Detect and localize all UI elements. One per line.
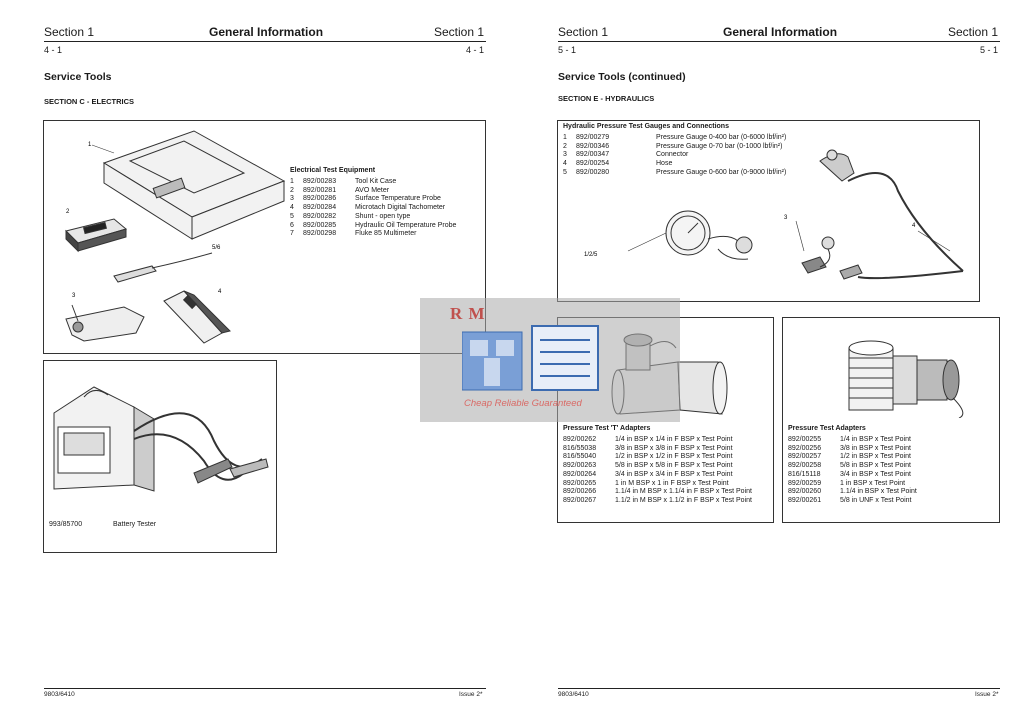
- cell-n: 6: [290, 221, 294, 229]
- page-number-right: 4 - 1: [466, 45, 485, 55]
- cell-part: 892/00267: [563, 497, 597, 504]
- header-rule: [44, 41, 486, 42]
- cell-part: 816/15118: [788, 470, 821, 478]
- temperature-probe-drawing: [66, 305, 144, 341]
- cell-n: 1: [563, 133, 567, 141]
- cell-n: 5: [290, 212, 294, 220]
- cell-n: 7: [290, 230, 294, 238]
- cell-n: 4: [290, 204, 294, 211]
- header-title: General Information: [209, 25, 324, 39]
- battery-tester-part: 993/85700: [49, 521, 83, 528]
- watermark: [420, 298, 680, 422]
- cell-desc: Shunt - open type: [355, 212, 411, 220]
- watermark-letters: R M: [450, 304, 486, 323]
- adapter-illustration: [783, 318, 999, 418]
- cell-n: 4: [563, 160, 567, 167]
- pressure-adapters-table: [788, 425, 996, 506]
- t-adapters-title: Pressure Test 'T' Adapters: [563, 425, 651, 432]
- footer-rule: [44, 688, 486, 689]
- pressure-adapters-title: Pressure Test Adapters: [788, 425, 866, 432]
- cell-n: 1: [290, 177, 294, 185]
- cell-desc: 3/8 in BSP x Test Point: [840, 444, 911, 452]
- section-subheading: SECTION E - HYDRAULICS: [558, 94, 655, 103]
- table-row: [788, 488, 996, 497]
- callout-3: 3: [72, 293, 76, 299]
- cell-desc: AVO Meter: [355, 186, 390, 194]
- cell-desc: 1/4 in BSP x 1/4 in F BSP x Test Point: [615, 435, 733, 443]
- t-adapters-table: [563, 425, 771, 506]
- page-number-left: 4 - 1: [44, 45, 63, 55]
- table-row: [788, 445, 996, 454]
- battery-tester-panel: [43, 360, 277, 553]
- table-row: [563, 488, 771, 497]
- callout-4: 4: [912, 223, 916, 229]
- cell-part: 892/00261: [788, 497, 822, 504]
- cell-desc: Microtach Digital Tachometer: [355, 204, 446, 211]
- cell-desc: 1.1/2 in M BSP x 1.1/2 in F BSP x Test Point: [615, 497, 752, 504]
- watermark-tagline: Cheap Reliable Guaranteed: [464, 398, 582, 409]
- footer-doc-number: 9803/6410: [558, 691, 589, 698]
- cell-desc: 5/8 in BSP x Test Point: [840, 462, 911, 469]
- cell-part: 892/00298: [303, 230, 337, 238]
- battery-tester-illustration: [44, 361, 276, 511]
- table-row: [788, 471, 996, 480]
- cell-desc: 3/8 in BSP x 3/8 in F BSP x Test Point: [615, 444, 733, 452]
- shunt-drawing: [114, 253, 212, 282]
- cell-part: 892/00254: [576, 160, 610, 167]
- tool-kit-case-drawing: [104, 131, 284, 239]
- cell-part: 816/55038: [563, 444, 597, 452]
- table-row: [563, 453, 771, 462]
- cell-desc: 5/8 in BSP x 5/8 in F BSP x Test Point: [615, 462, 733, 469]
- cell-n: 3: [563, 151, 567, 159]
- table-row: [788, 497, 996, 506]
- table-row: [563, 436, 771, 445]
- cell-part: 892/00265: [563, 479, 597, 487]
- cell-part: 892/00257: [788, 453, 822, 461]
- cell-part: 892/00279: [576, 133, 610, 141]
- cell-desc: 1.1/4 in M BSP x 1.1/4 in F BSP x Test Point: [615, 488, 752, 496]
- cell-part: 892/00282: [303, 212, 337, 220]
- table-row: [563, 480, 771, 489]
- cell-part: 892/00281: [303, 186, 337, 194]
- cell-desc: 5/8 in UNF x Test Point: [840, 497, 912, 504]
- cell-part: 892/00255: [788, 435, 822, 443]
- table-row: [290, 178, 480, 187]
- table-row: [788, 480, 996, 489]
- cell-desc: Fluke 85 Multimeter: [355, 230, 417, 238]
- header-section-right: Section 1: [434, 25, 485, 39]
- table-row: [290, 204, 480, 213]
- pressure-gauges-illustration: [558, 121, 979, 301]
- cell-desc: 1 in M BSP x 1 in F BSP x Test Point: [615, 479, 729, 487]
- cell-desc: Pressure Gauge 0-70 bar (0-1000 lbf/in²): [656, 142, 783, 150]
- footer-issue: Issue 2*: [459, 691, 483, 698]
- cell-desc: 1 in BSP x Test Point: [840, 479, 906, 487]
- cell-part: 892/00263: [563, 462, 597, 469]
- footer-doc-number: 9803/6410: [44, 691, 75, 698]
- cell-desc: 3/4 in BSP x 3/4 in F BSP x Test Point: [615, 470, 733, 478]
- table-row: [290, 222, 480, 231]
- battery-tester-desc: Battery Tester: [113, 521, 157, 528]
- cell-desc: 1/2 in BSP x Test Point: [840, 453, 911, 461]
- cell-n: 2: [563, 142, 567, 150]
- electrical-equipment-table: [290, 167, 480, 239]
- page-number-left: 5 - 1: [558, 45, 577, 55]
- callout-3: 3: [784, 215, 788, 221]
- gauges-table-title: Hydraulic Pressure Test Gauges and Connections: [563, 123, 729, 130]
- callout-1-2-5: 1/2/5: [584, 252, 598, 258]
- table-row: [290, 195, 480, 204]
- table-row: [290, 230, 480, 239]
- pressure-adapters-panel: [782, 317, 1000, 523]
- cell-desc: Tool Kit Case: [355, 177, 397, 185]
- cell-desc: Surface Temperature Probe: [355, 195, 441, 203]
- callout-1: 1: [88, 142, 92, 148]
- header-section-right: Section 1: [948, 25, 999, 39]
- table-row: [563, 497, 771, 506]
- cell-desc: 1.1/4 in BSP x Test Point: [840, 488, 917, 496]
- page-number-right: 5 - 1: [980, 45, 999, 55]
- table-row: [290, 187, 480, 196]
- section-subheading: SECTION C - ELECTRICS: [44, 97, 135, 106]
- cell-part: 892/00346: [576, 142, 610, 150]
- cell-part: 816/55040: [563, 453, 597, 461]
- page-heading: Service Tools: [44, 71, 112, 83]
- footer-rule: [558, 688, 1000, 689]
- table-row: [563, 445, 771, 454]
- pressure-gauges-panel: [557, 120, 980, 302]
- cell-part: 892/00262: [563, 435, 597, 443]
- cell-part: 892/00264: [563, 470, 597, 478]
- cell-desc: Pressure Gauge 0-400 bar (0-6000 lbf/in²): [656, 133, 787, 141]
- table-row: [290, 213, 480, 222]
- table-row: [563, 471, 771, 480]
- cell-part: 892/00280: [576, 168, 610, 176]
- header-title: General Information: [723, 25, 838, 39]
- cell-desc: 1/2 in BSP x 1/2 in F BSP x Test Point: [615, 453, 733, 461]
- cell-n: 5: [563, 168, 567, 176]
- cell-part: 892/00283: [303, 177, 337, 185]
- callout-2: 2: [66, 209, 70, 215]
- cell-part: 892/00260: [788, 488, 822, 496]
- avo-meter-drawing: [66, 219, 126, 251]
- table-row: [563, 462, 771, 471]
- table-row: [788, 462, 996, 471]
- cell-desc: 3/4 in BSP x Test Point: [840, 470, 911, 478]
- cell-desc: 1/4 in BSP x Test Point: [840, 435, 911, 443]
- watermark-logo: [462, 322, 612, 394]
- cell-n: 2: [290, 186, 294, 194]
- microtach-drawing: [164, 291, 230, 343]
- header-section-left: Section 1: [558, 25, 609, 39]
- electrical-table-title: Electrical Test Equipment: [290, 167, 376, 174]
- cell-part: 892/00258: [788, 462, 822, 469]
- battery-tester-label: [49, 521, 156, 530]
- page-heading: Service Tools (continued): [558, 71, 686, 83]
- cell-part: 892/00286: [303, 195, 337, 203]
- table-row: [788, 436, 996, 445]
- callout-4: 4: [218, 289, 222, 295]
- header-section-left: Section 1: [44, 25, 95, 39]
- cell-n: 3: [290, 195, 294, 203]
- cell-desc: Pressure Gauge 0-600 bar (0-9000 lbf/in²): [656, 168, 787, 176]
- cell-desc: Hose: [656, 160, 673, 167]
- footer-issue: Issue 2*: [975, 691, 999, 698]
- cell-part: 892/00285: [303, 221, 337, 229]
- cell-desc: Hydraulic Oil Temperature Probe: [355, 221, 457, 229]
- table-row: [788, 453, 996, 462]
- cell-part: 892/00266: [563, 488, 597, 496]
- cell-part: 892/00284: [303, 204, 337, 211]
- cell-desc: Connector: [656, 151, 689, 159]
- cell-part: 892/00256: [788, 444, 822, 452]
- callout-5-6: 5/6: [212, 245, 221, 251]
- header-rule: [558, 41, 1000, 42]
- cell-part: 892/00259: [788, 479, 822, 487]
- cell-part: 892/00347: [576, 151, 610, 159]
